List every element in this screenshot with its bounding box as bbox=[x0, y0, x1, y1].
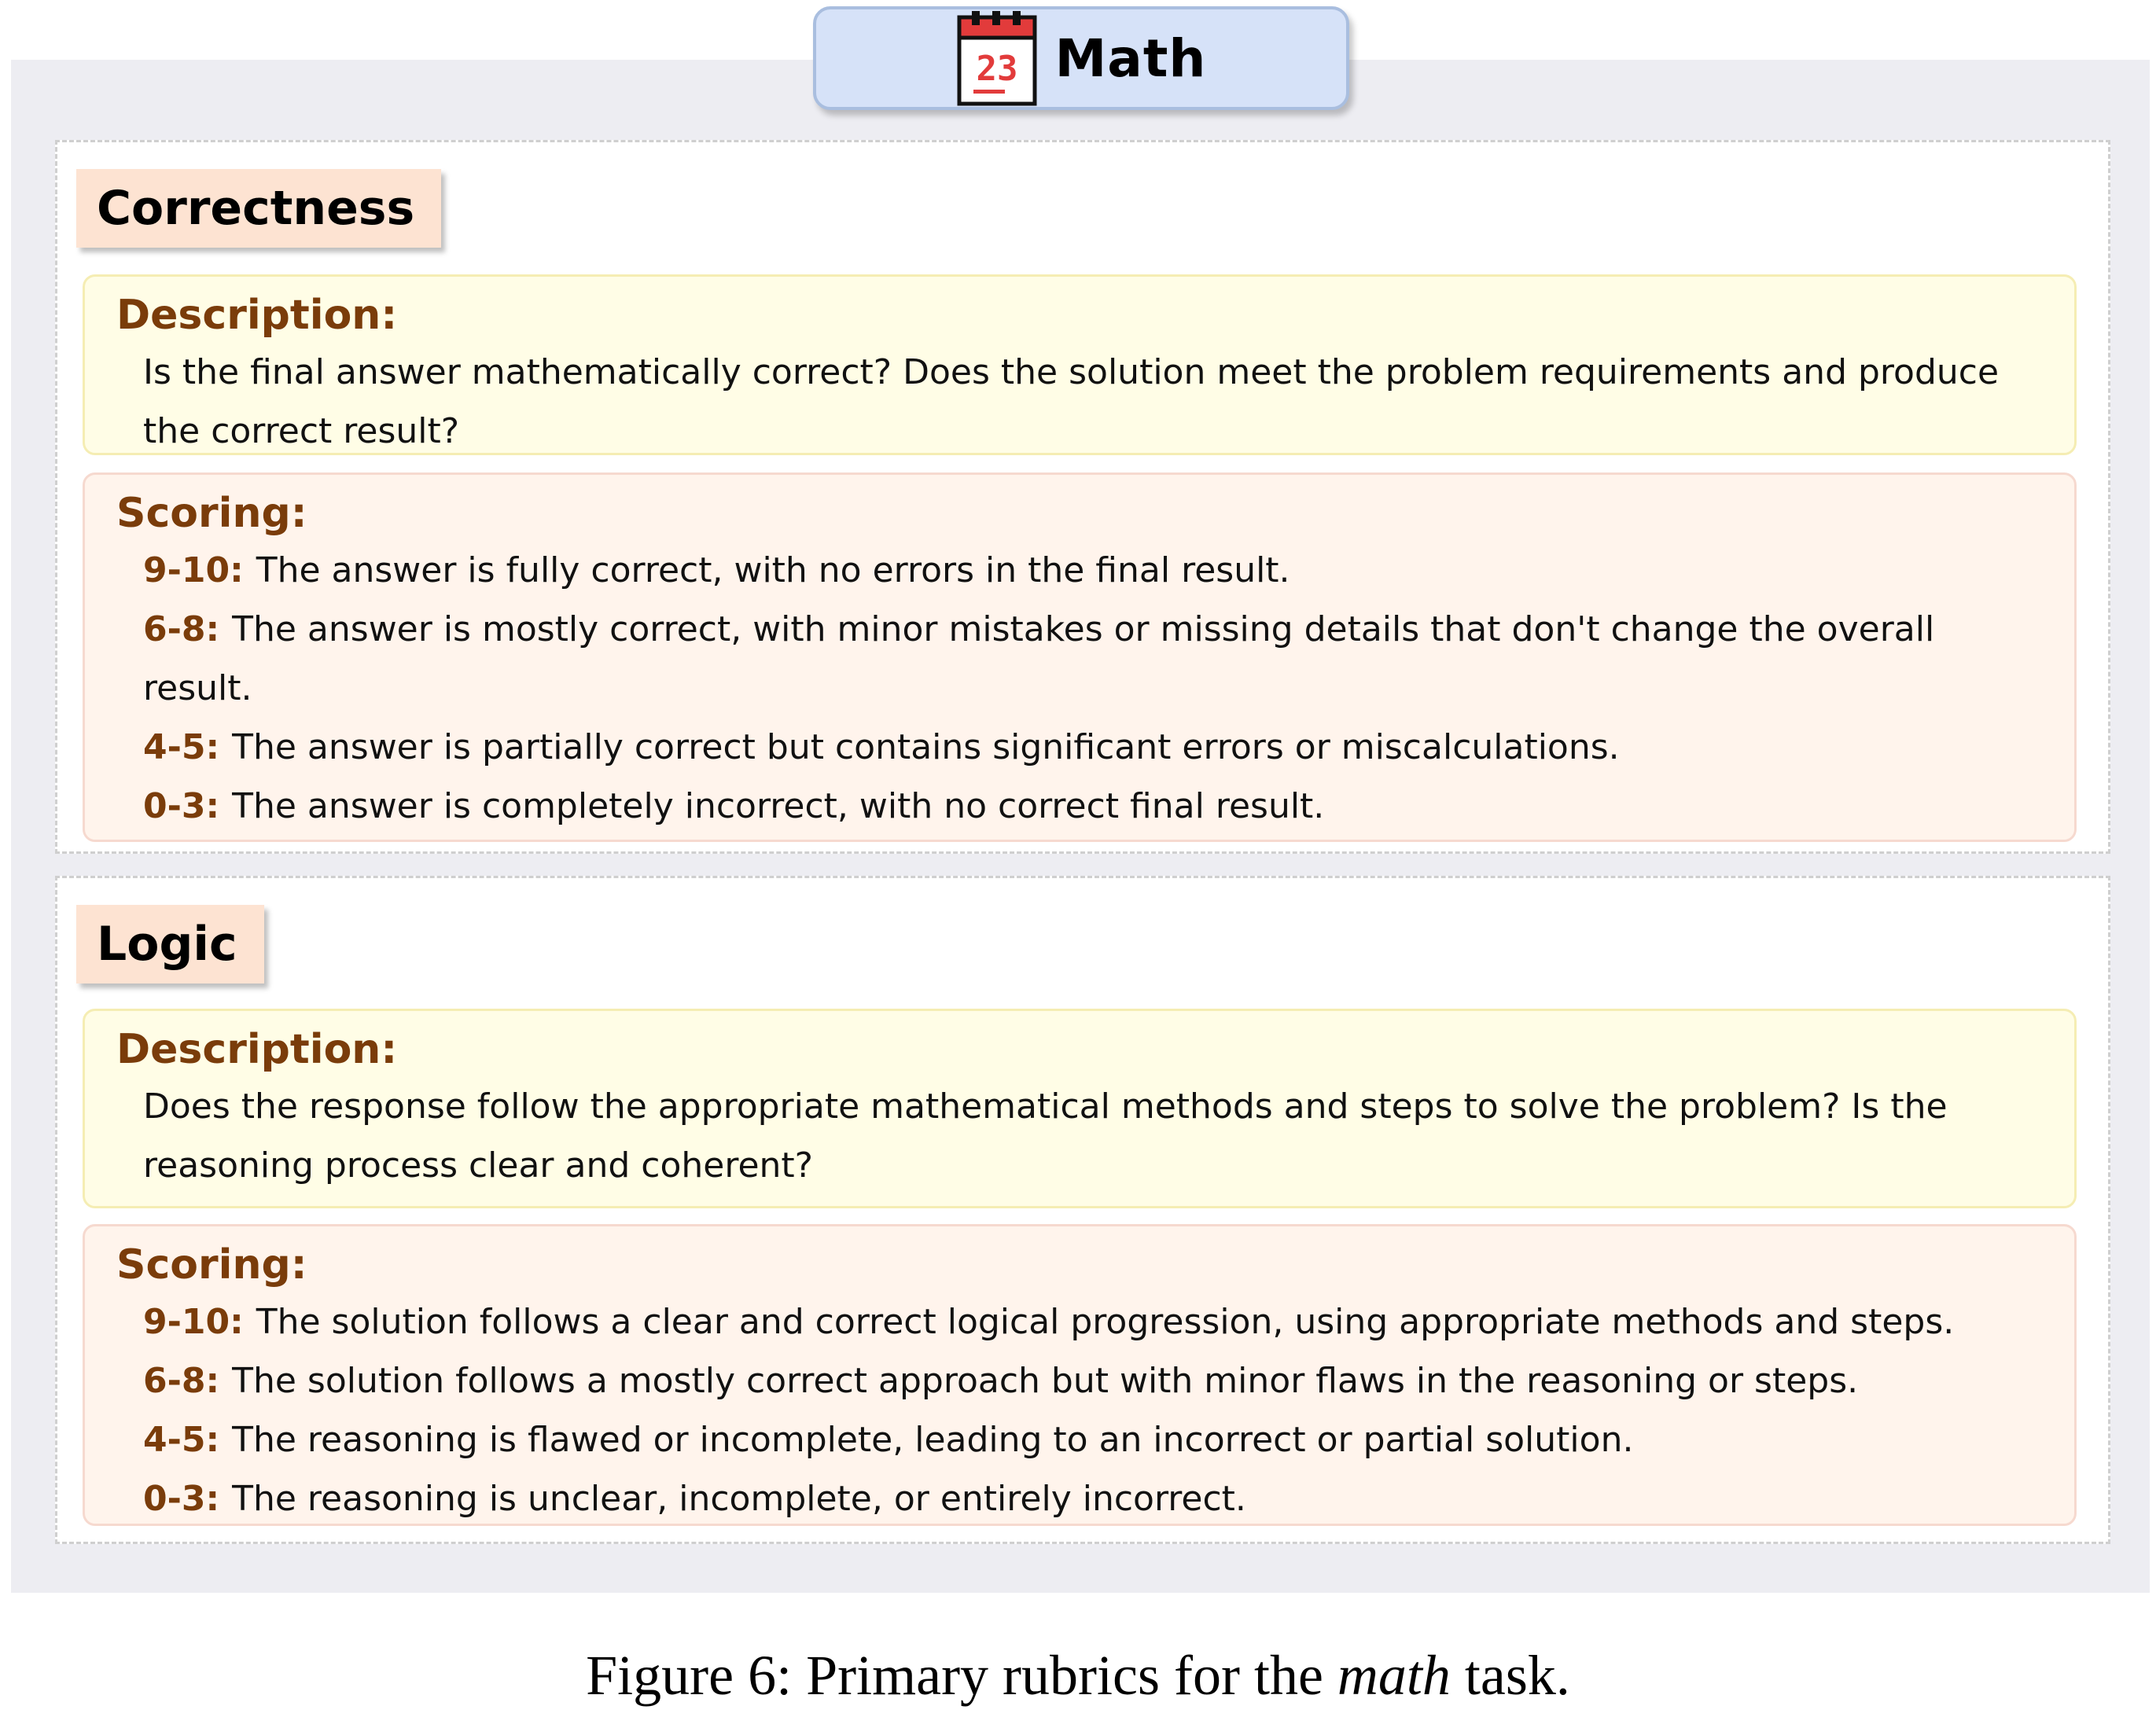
score-row bbox=[116, 1351, 2043, 1410]
description-text: Does the response follow the appropriate mathematical methods and steps to solve the problem? Is the reasoning process clear and coherent? bbox=[143, 1086, 1948, 1186]
scoring-label: Scoring: bbox=[116, 1241, 307, 1289]
score-text: The reasoning is unclear, incomplete, or entirely incorrect. bbox=[232, 1479, 1246, 1519]
score-row bbox=[116, 777, 2043, 836]
score-row bbox=[116, 1292, 2043, 1351]
section-tag: Correctness bbox=[76, 169, 441, 248]
score-range: 9-10: bbox=[143, 550, 244, 590]
score-range: 0-3: bbox=[143, 1479, 220, 1519]
score-range: 4-5: bbox=[143, 727, 220, 767]
caption-suffix: task. bbox=[1450, 1644, 1570, 1707]
score-row bbox=[116, 541, 2043, 600]
description-box bbox=[83, 1009, 2077, 1208]
score-row bbox=[116, 600, 2043, 718]
score-range: 4-5: bbox=[143, 1420, 220, 1460]
description-text: Is the final answer mathematically correct? Does the solution meet the problem requirements and produce the correct result? bbox=[143, 352, 2000, 451]
score-range: 9-10: bbox=[143, 1302, 244, 1342]
rubric-card-correctness bbox=[55, 140, 2110, 854]
calendar-icon bbox=[956, 9, 1038, 107]
score-text: The answer is completely incorrect, with no correct final result. bbox=[232, 786, 1325, 826]
score-text: The solution follows a mostly correct approach but with minor flaws in the reasoning or steps. bbox=[232, 1361, 1859, 1401]
description-label: Description: bbox=[116, 292, 398, 339]
scoring-box bbox=[83, 472, 2077, 842]
caption-prefix: Figure 6: Primary rubrics for the bbox=[586, 1644, 1337, 1707]
score-text: The answer is partially correct but contains significant errors or miscalculations. bbox=[232, 727, 1620, 767]
figure-caption bbox=[0, 1643, 2156, 1708]
score-row bbox=[116, 1469, 2043, 1528]
scoring-box bbox=[83, 1224, 2077, 1526]
score-range: 6-8: bbox=[143, 1361, 220, 1401]
scoring-label: Scoring: bbox=[116, 490, 307, 537]
score-text: The reasoning is flawed or incomplete, leading to an incorrect or partial solution. bbox=[232, 1420, 1634, 1460]
caption-emphasis: math bbox=[1337, 1644, 1451, 1707]
header-title: Math bbox=[1054, 28, 1207, 89]
score-row bbox=[116, 1410, 2043, 1469]
section-tag: Logic bbox=[76, 905, 264, 984]
description-box bbox=[83, 274, 2077, 455]
score-text: The solution follows a clear and correct logical progression, using appropriate methods and steps. bbox=[256, 1302, 1955, 1342]
score-row bbox=[116, 718, 2043, 777]
calendar-number: 23 bbox=[976, 49, 1018, 89]
description-label: Description: bbox=[116, 1026, 398, 1073]
score-text: The answer is fully correct, with no errors in the final result. bbox=[256, 550, 1290, 590]
score-range: 0-3: bbox=[143, 786, 220, 826]
score-range: 6-8: bbox=[143, 609, 220, 649]
rubric-card-logic bbox=[55, 876, 2110, 1544]
score-text: The answer is mostly correct, with minor mistakes or missing details that don't change the overall result. bbox=[143, 609, 1935, 708]
header-tab bbox=[813, 6, 1349, 110]
